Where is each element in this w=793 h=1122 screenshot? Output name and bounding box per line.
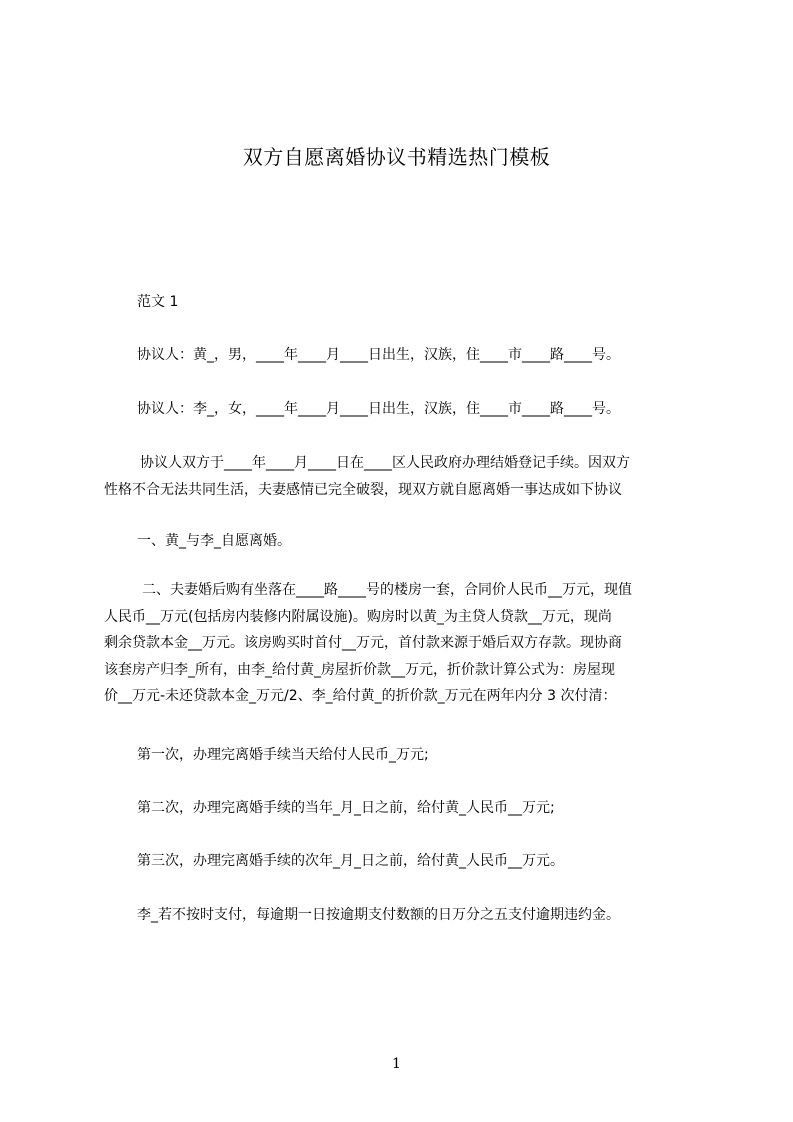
late-penalty: 李_若不按时支付，每逾期一日按逾期支付数额的日万分之五支付逾期违约金。 xyxy=(137,907,620,923)
paragraph-line: 协议人双方于____年____月____日在____区人民政府办理结婚登记手续。因双方 xyxy=(140,455,630,471)
party-b-info: 协议人：李_，女，____年____月____日出生，汉族，住____市____路____号。 xyxy=(137,401,620,417)
payment-first: 第一次，办理完离婚手续当天给付人民币_万元; xyxy=(137,747,429,763)
paragraph-line: 性格不合无法共同生活，夫妻感情已完全破裂，现双方就自愿离婚一事达成如下协议 xyxy=(104,481,622,498)
payment-third: 第三次，办理完离婚手续的次年_月_日之前，给付黄_人民币__万元。 xyxy=(137,853,564,869)
paragraph-line: 人民币__万元(包括房内装修内附属设施)。购房时以黄_为主贷人贷款__万元，现尚 xyxy=(104,608,612,625)
paragraph-line: 剩余贷款本金__万元。该房购买时首付__万元，首付款来源于婚后双方存款。现协商 xyxy=(104,635,622,651)
page-number: 1 xyxy=(392,1056,401,1072)
party-a-info: 协议人：黄_，男，____年____月____日出生，汉族，住____市____路____号。 xyxy=(137,347,620,363)
paragraph-line: 该套房产归李_所有，由李_给付黄_房屋折价款__万元，折价款计算公式为：房屋现 xyxy=(104,661,615,678)
clause-one: 一、黄_与李_自愿离婚。 xyxy=(137,533,291,549)
payment-second: 第二次，办理完离婚手续的当年_月_日之前，给付黄_人民币__万元; xyxy=(137,800,555,816)
marriage-paragraph xyxy=(104,450,704,503)
section-label: 范文 1 xyxy=(137,294,179,310)
paragraph-line: 价__万元-未还贷款本金_万元/2、李_给付黄_的折价款_万元在两年内分 3 次付清： xyxy=(104,688,617,704)
clause-two xyxy=(104,577,704,710)
paragraph-line: 二、夫妻婚后购有坐落在____路____号的楼房一套，合同价人民币__万元，现值 xyxy=(142,582,632,598)
document-title: 双方自愿离婚协议书精选热门模板 xyxy=(242,145,551,169)
